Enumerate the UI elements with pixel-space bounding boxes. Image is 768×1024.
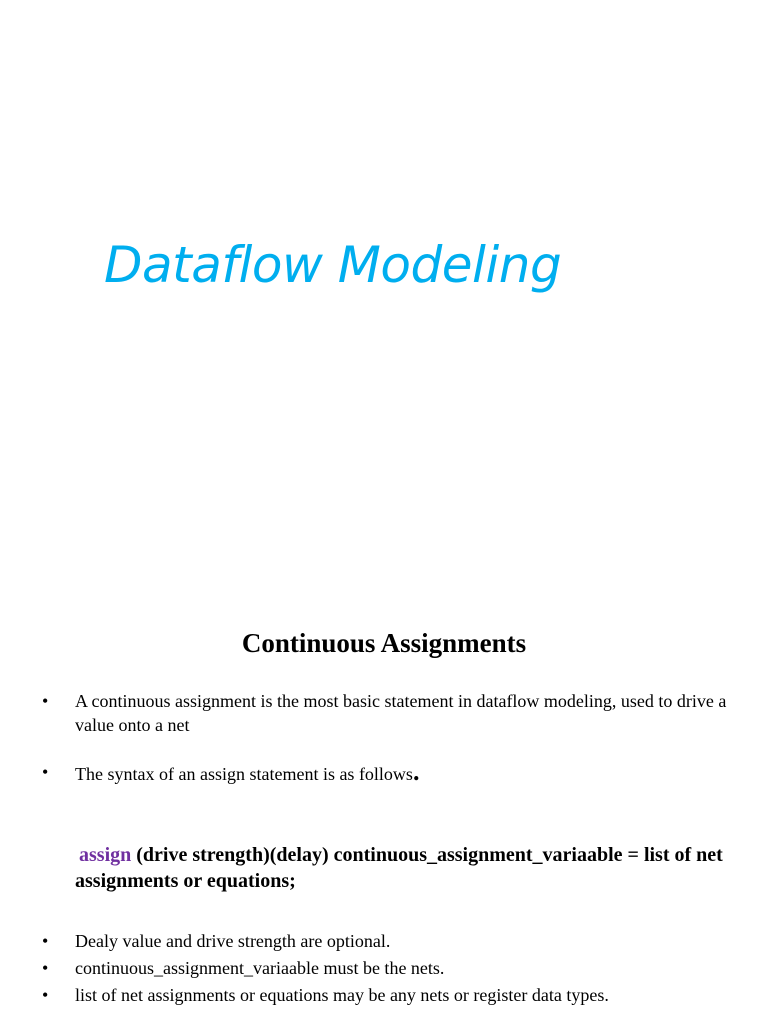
bullet-text: list of net assignments or equations may be any nets or register data types. xyxy=(75,985,609,1005)
syntax-statement xyxy=(75,842,735,894)
syntax-rest: (drive strength)(delay) continuous_assignment_variaable = list of net assignments or equations; xyxy=(75,844,723,892)
bullet-icon: • xyxy=(42,762,49,782)
main-title: Dataflow Modeling xyxy=(104,236,562,294)
list-item xyxy=(42,757,732,786)
syntax-terminator: . xyxy=(412,757,420,786)
bullet-text: The syntax of an assign statement is as follows xyxy=(75,764,413,784)
bullet-text: continuous_assignment_variaable must be the nets. xyxy=(75,958,445,978)
bullet-text: Dealy value and drive strength are optional. xyxy=(75,931,391,951)
notes-bullet-list xyxy=(42,928,732,1009)
bullet-icon: • xyxy=(42,931,49,951)
bullet-icon: • xyxy=(42,958,49,978)
assign-keyword: assign xyxy=(79,844,132,866)
list-item xyxy=(42,928,732,955)
list-item xyxy=(42,689,732,737)
list-item xyxy=(42,982,732,1009)
bullet-text: A continuous assignment is the most basic statement in dataflow modeling, used to drive a value onto a net xyxy=(75,691,727,735)
list-item xyxy=(42,955,732,982)
bullet-icon: • xyxy=(42,985,49,1005)
section-heading: Continuous Assignments xyxy=(241,628,527,658)
bullet-icon: • xyxy=(42,691,49,711)
content-slide xyxy=(0,580,768,1024)
intro-bullet-list xyxy=(42,689,732,737)
syntax-intro-list xyxy=(42,757,732,786)
